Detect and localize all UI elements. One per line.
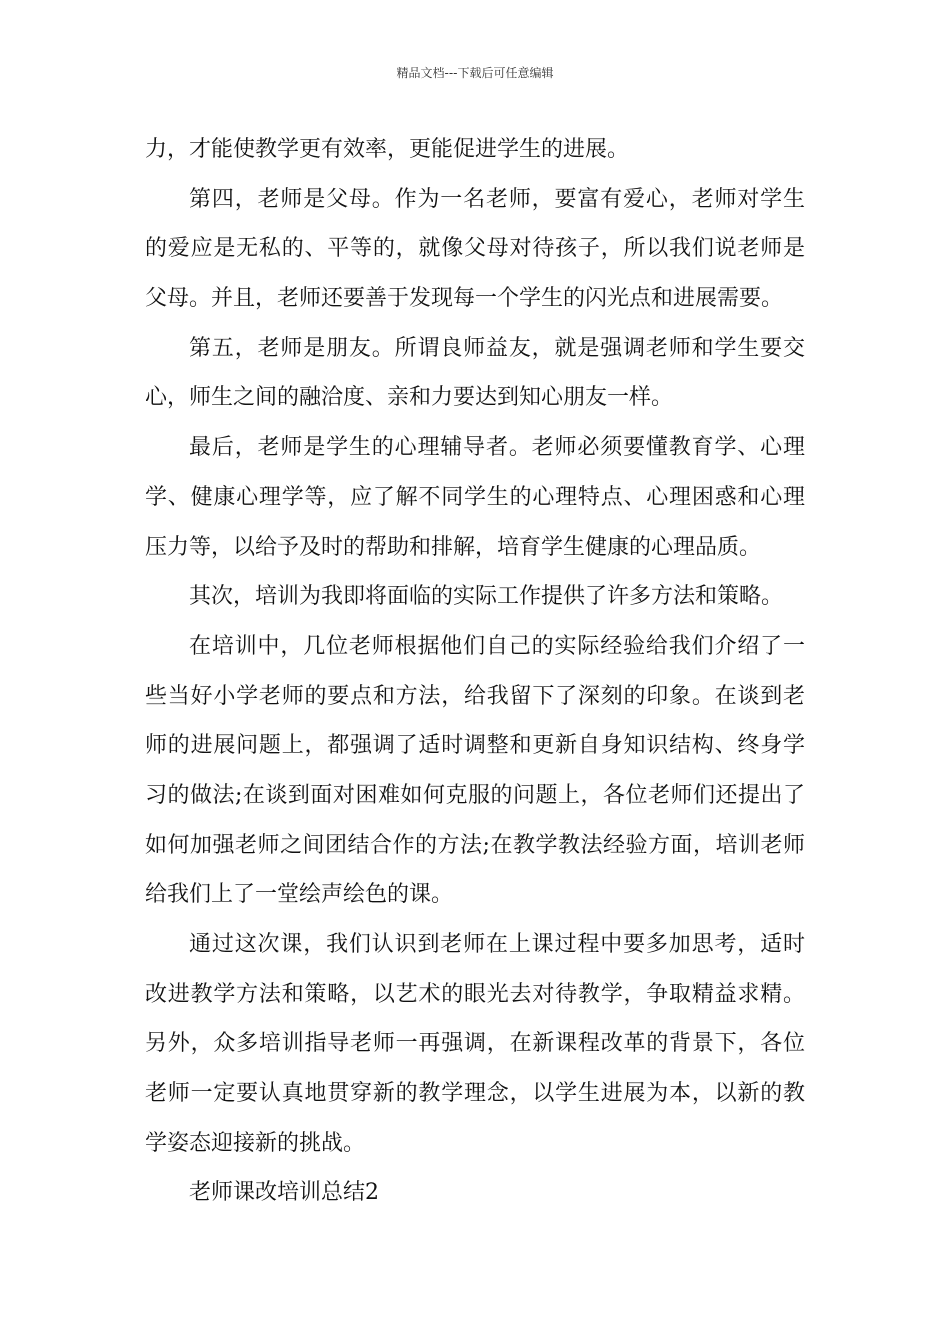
text-line: 老师一定要认真地贯穿新的教学理念，以学生进展为本，以新的教 xyxy=(145,1081,805,1107)
text-line: 父母。并且，老师还要善于发现每一个学生的闪光点和进展需要。 xyxy=(145,286,784,312)
text-line: 最后，老师是学生的心理辅导者。老师必须要懂教育学、心理 xyxy=(189,435,805,461)
text-line: 学、健康心理学等，应了解不同学生的心理特点、心理困惑和心理 xyxy=(145,484,805,510)
text-line: 力，才能使教学更有效率，更能促进学生的进展。 xyxy=(145,137,630,162)
text-line: 在培训中，几位老师根据他们自己的实际经验给我们介绍了一 xyxy=(189,633,805,659)
document-body xyxy=(145,125,805,1218)
text-line: 通过这次课，我们认识到老师在上课过程中要多加思考，适时 xyxy=(189,932,805,957)
text-line: 压力等，以给予及时的帮助和排解，培育学生健康的心理品质。 xyxy=(145,534,762,560)
text-line: 些当好小学老师的要点和方法，给我留下了深刻的印象。在谈到老 xyxy=(145,683,805,709)
text-line: 改进教学方法和策略，以艺术的眼光去对待教学，争取精益求精。 xyxy=(145,981,805,1007)
text-line: 第五，老师是朋友。所谓良师益友，就是强调老师和学生要交 xyxy=(189,335,805,361)
text-line: 另外，众多培训指导老师一再强调，在新课程改革的背景下，各位 xyxy=(145,1031,805,1057)
text-line: 习的做法;在谈到面对困难如何克服的问题上，各位老师们还提出了 xyxy=(145,782,805,808)
page-header: 精品文档---下载后可任意编辑 xyxy=(396,66,554,80)
text-line: 的爱应是无私的、平等的，就像父母对待孩子，所以我们说老师是 xyxy=(145,236,805,262)
section-title: 老师课改培训总结2 xyxy=(189,1180,379,1206)
text-line: 心，师生之间的融洽度、亲和力要达到知心朋友一样。 xyxy=(145,385,674,411)
text-line: 其次，培训为我即将面临的实际工作提供了许多方法和策略。 xyxy=(189,584,784,610)
text-line: 学姿态迎接新的挑战。 xyxy=(145,1130,366,1156)
text-line: 如何加强老师之间团结合作的方法;在教学教法经验方面，培训老师 xyxy=(145,832,805,858)
text-line: 师的进展问题上，都强调了适时调整和更新自身知识结构、终身学 xyxy=(145,733,805,759)
text-line: 第四，老师是父母。作为一名老师，要富有爱心，老师对学生 xyxy=(189,186,805,212)
text-line: 给我们上了一堂绘声绘色的课。 xyxy=(145,882,454,908)
